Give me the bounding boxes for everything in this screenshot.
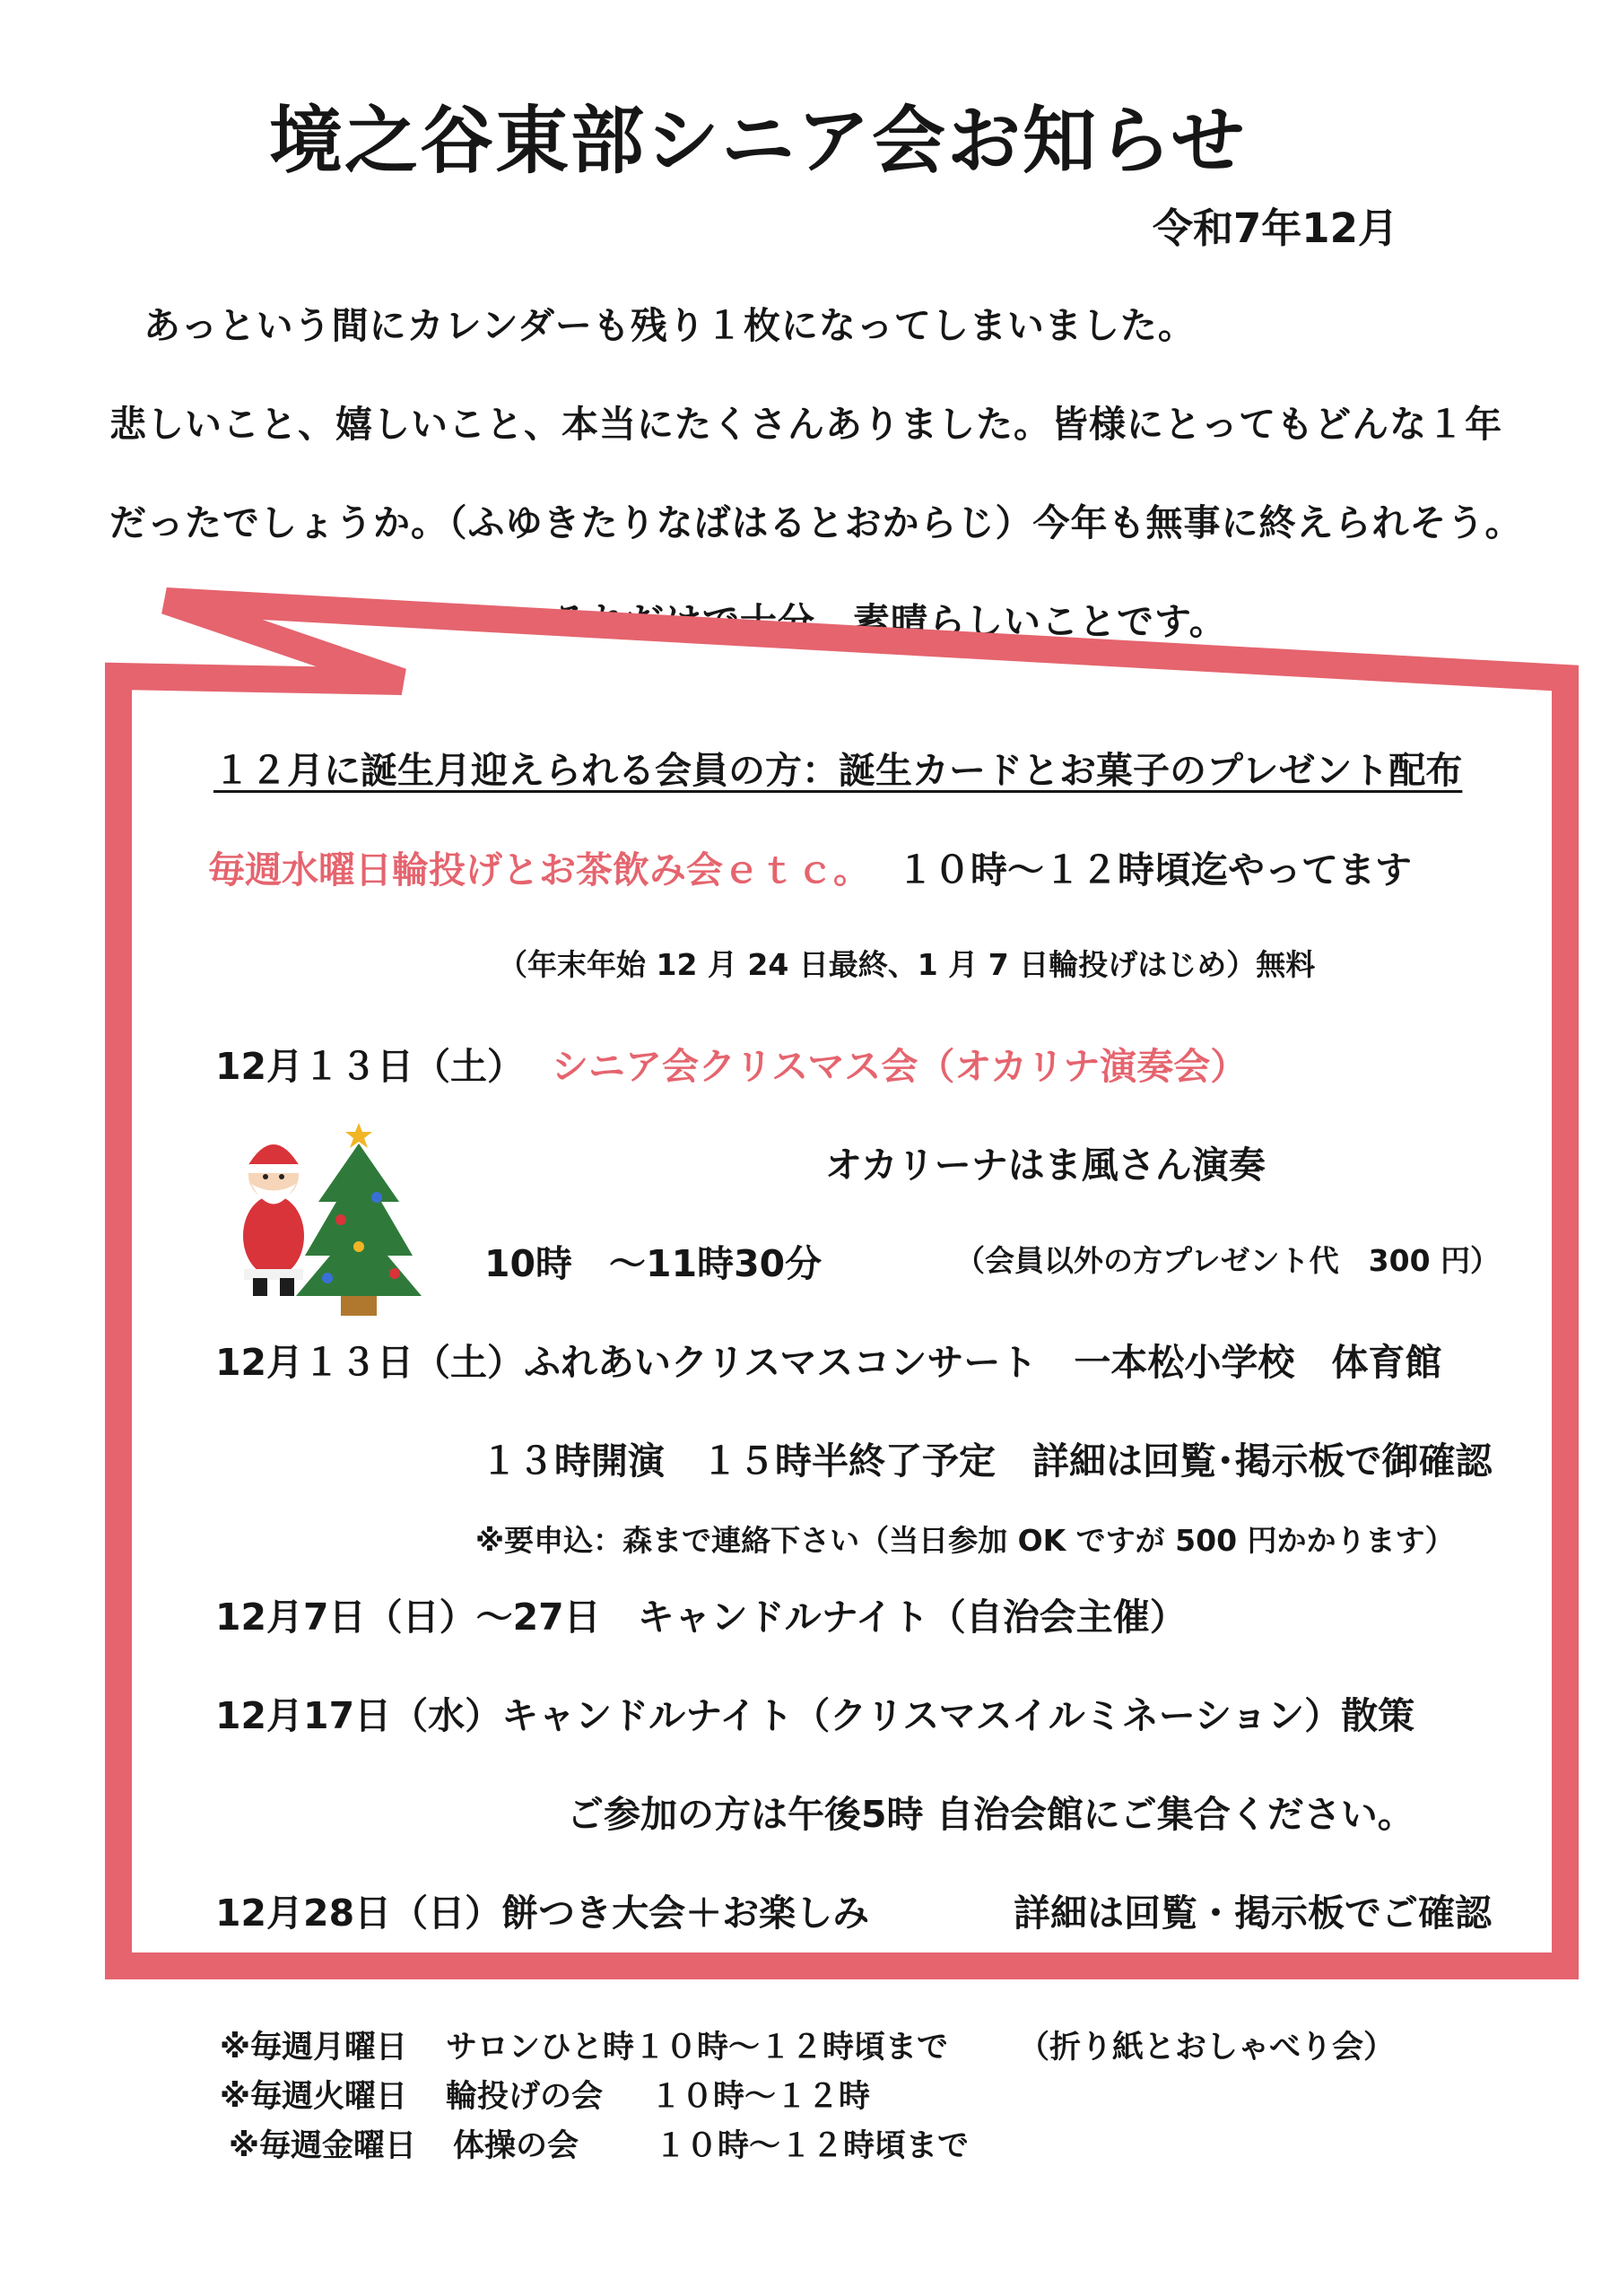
weekly-meeting-note: （年末年始 12 月 24 日最終、1 月 7 日輪投げはじめ）無料: [498, 947, 1316, 982]
mochi-event: 12月28日（日）餅つき大会＋お楽しみ: [215, 1892, 870, 1935]
footer-tuesday-day: ※毎週火曜日: [220, 2079, 408, 2115]
intro-line-4: それだけで十分、素晴らしいことです。: [552, 600, 1227, 643]
weekly-meeting-time: １０時～１２時頃迄やってます: [897, 848, 1412, 891]
footer-friday-event: 体操の会: [453, 2128, 579, 2164]
footer-monday-day: ※毎週月曜日: [220, 2030, 408, 2066]
candle-night-2: 12月17日（水）キャンドルナイト（クリスマスイルミネーション）散策: [215, 1694, 1415, 1737]
xmas-party-fee: （会員以外の方プレゼント代 300 円）: [955, 1243, 1501, 1278]
issue-date: 令和7年12月: [1153, 204, 1398, 252]
page-title: 境之谷東部シニア会お知らせ: [269, 99, 1247, 184]
concert-note: ※要申込：森まで連絡下さい（当日参加 OK ですが 500 円かかります）: [475, 1523, 1455, 1558]
weekly-meeting-title: 毎週水曜日輪投げとお茶飲み会ｅｔｃ。: [208, 848, 870, 891]
santa-icon: [227, 1132, 312, 1296]
xmas-party-title: シニア会クリスマス会（オカリナ演奏会）: [552, 1045, 1248, 1088]
concert-notice: 12月１３日（土）ふれあいクリスマスコンサート 一本松小学校 体育館: [215, 1341, 1442, 1384]
concert-time: １３時開演 １５時半終了予定 詳細は回覧･掲示板で御確認: [481, 1439, 1493, 1483]
intro-line-1: あっという間にカレンダーも残り１枚になってしまいました。: [144, 304, 1196, 347]
ocarina-performer: オカリーナはま風さん演奏: [825, 1144, 1266, 1187]
footer-tuesday-note: １０時～１２時: [650, 2079, 871, 2115]
candle-night-1: 12月7日（日）～27日 キャンドルナイト（自治会主催）: [215, 1596, 1187, 1639]
xmas-party-date: 12月１３日（土）: [215, 1045, 525, 1088]
footer-friday-note: １０時～１２時頃まで: [655, 2128, 970, 2164]
christmas-illustration: [224, 1112, 431, 1318]
intro-line-3: だったでしょうか。（ふゆきたりなばはるとおからじ）今年も無事に終えられそう。: [109, 501, 1523, 544]
xmas-party-time: 10時 ～11時30分: [484, 1242, 823, 1285]
intro-line-2: 悲しいこと、嬉しいこと、本当にたくさんありました。皆様にとってもどんな１年: [109, 403, 1503, 446]
footer-tuesday-event: 輪投げの会: [446, 2079, 604, 2115]
candle-night-note: ご参加の方は午後5時 自治会館にご集合ください。: [567, 1793, 1414, 1836]
footer-friday-day: ※毎週金曜日: [229, 2128, 417, 2164]
christmas-tree-icon: [296, 1123, 422, 1316]
footer-monday-note: （折り紙とおしゃべり会）: [1018, 2030, 1396, 2066]
birthday-notice: １２月に誕生月迎えられる会員の方：誕生カードとお菓子のプレゼント配布: [213, 749, 1463, 792]
mochi-note: 詳細は回覧・掲示板でご確認: [1014, 1892, 1492, 1935]
footer-monday-event: サロンひと時１０時～１２時頃まで: [446, 2030, 949, 2066]
